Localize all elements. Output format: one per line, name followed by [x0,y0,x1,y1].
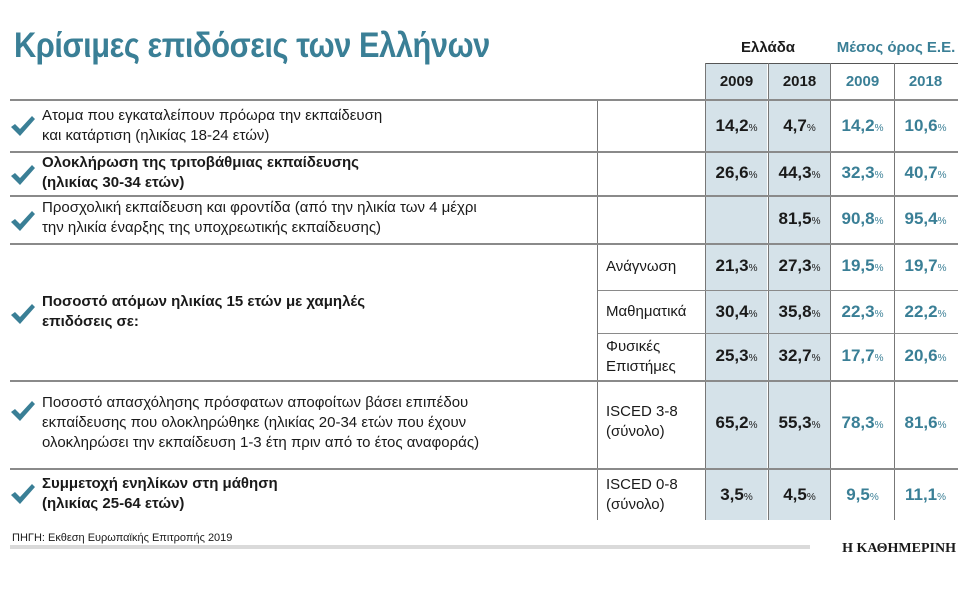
percent-unit: % [748,420,758,431]
value-cell [706,302,767,322]
value-number: 95,4 [904,209,938,228]
check-icon [10,210,36,232]
row-label-line: και κατάρτιση (ηλικίας 18-24 ετών) [42,127,270,144]
year-header-eu-2018: 2018 [908,73,943,90]
row-label-line: την ηλικία έναρξης της υποχρεωτικής εκπαίδευσης) [42,219,382,236]
check-icon [10,115,36,137]
value-cell [769,163,830,183]
value-number: 22,2 [904,302,938,321]
value-cell [895,485,956,505]
percent-unit: % [869,492,879,503]
value-cell [832,256,893,276]
percent-unit: % [874,170,884,181]
row-divider [10,195,958,197]
value-cell [769,256,830,276]
row-label-graduate-employment [42,393,479,453]
value-number: 11,1 [904,485,938,504]
row-label-early-leavers [42,106,382,146]
row-divider [10,99,958,101]
value-number: 27,3 [778,256,812,275]
row-label-line: (ηλικίας 25-64 ετών) [42,495,185,512]
value-number: 30,4 [715,302,749,321]
value-cell [769,116,830,136]
percent-unit: % [874,263,884,274]
header-top-rule [706,63,958,64]
value-number: 32,7 [778,346,812,365]
percent-unit: % [937,123,947,134]
greece-header: Ελλάδα [740,39,796,56]
value-number: 32,3 [841,163,875,182]
eu-average-header: Μέσος όρος Ε.Ε. [836,39,956,56]
percent-unit: % [811,263,821,274]
value-cell [706,485,767,505]
percent-unit: % [806,123,816,134]
value-cell [706,116,767,136]
value-number: 40,7 [904,163,938,182]
check-icon [10,483,36,505]
sub-label-isced-3-8 [606,402,678,442]
value-number: 14,2 [841,116,875,135]
row-label-line: Ποσοστό ατόμων ηλικίας 15 ετών με χαμηλές [42,293,365,310]
value-number: 35,8 [778,302,812,321]
percent-unit: % [937,353,947,364]
value-number: 19,7 [904,256,938,275]
percent-unit: % [748,263,758,274]
column-divider-greece-right [830,63,831,520]
row-divider [10,380,958,382]
percent-unit: % [874,123,884,134]
sub-label-line: ISCED 3-8 [606,403,678,420]
value-cell [895,116,956,136]
row-divider [10,243,958,245]
value-cell [895,413,956,433]
value-number: 20,6 [904,346,938,365]
row-label-line: Ποσοστό απασχόλησης πρόσφατων αποφοίτων βάσει επιπέδου [42,394,469,411]
value-number: 17,7 [841,346,875,365]
column-divider-label [597,100,598,520]
percent-unit: % [811,420,821,431]
value-cell [832,485,893,505]
value-number: 14,2 [715,116,749,135]
percent-unit: % [874,420,884,431]
sub-label-line: Ανάγνωση [606,258,677,275]
check-icon [10,303,36,325]
row-label-line: εκπαίδευσης που ολοκληρώθηκε (ηλικίας 20-34 ετών που έχουν [42,414,467,431]
value-number: 19,5 [841,256,875,275]
percent-unit: % [748,353,758,364]
value-cell [769,485,830,505]
value-cell [706,256,767,276]
sub-label-maths [606,302,686,322]
row-label-line: (ηλικίας 30-34 ετών) [42,174,185,191]
percent-unit: % [937,263,947,274]
value-cell [832,413,893,433]
percent-unit: % [811,353,821,364]
value-number: 55,3 [778,413,812,432]
value-cell [832,346,893,366]
sub-label-science [606,337,676,377]
value-number: 81,6 [904,413,938,432]
sub-label-line: Μαθηματικά [606,303,687,320]
sub-label-line: (σύνολο) [606,423,665,440]
value-cell [769,413,830,433]
row-label-line: Ολοκλήρωση της τριτοβάθμιας εκπαίδευσης [42,154,359,171]
sub-label-line: Επιστήμες [606,358,676,375]
source-note: ΠΗΓΗ: Εκθεση Ευρωπαϊκής Επιτροπής 2019 [12,532,233,544]
page-title: Κρίσιμες επιδόσεις των Ελλήνων [14,26,490,65]
percent-unit: % [937,492,947,503]
percent-unit: % [937,170,947,181]
year-header-greece-2009: 2009 [719,73,754,90]
value-number: 9,5 [846,485,870,504]
value-number: 3,5 [720,485,744,504]
year-header-eu-2009: 2009 [845,73,880,90]
percent-unit: % [937,216,947,227]
row-label-line: Προσχολική εκπαίδευση και φροντίδα (από την ηλικία των 4 μέχρι [42,199,477,216]
percent-unit: % [743,492,753,503]
value-number: 44,3 [778,163,812,182]
publisher-logo: Η ΚΑΘΗΜΕΡΙΝΗ [842,541,956,556]
percent-unit: % [874,309,884,320]
check-icon [10,164,36,186]
percent-unit: % [811,170,821,181]
value-cell [769,346,830,366]
sub-label-reading [606,257,676,277]
value-cell [895,209,956,229]
value-cell [832,209,893,229]
value-cell [832,163,893,183]
value-cell [832,116,893,136]
value-number: 4,5 [783,485,807,504]
value-number: 26,6 [715,163,749,182]
percent-unit: % [748,170,758,181]
percent-unit: % [937,420,947,431]
value-cell [895,302,956,322]
row-label-low-achievers [42,292,365,332]
sub-label-line: ISCED 0-8 [606,476,678,493]
value-cell [706,163,767,183]
percent-unit: % [748,309,758,320]
value-cell [895,256,956,276]
percent-unit: % [811,309,821,320]
row-label-early-childhood [42,198,477,238]
value-number: 4,7 [783,116,807,135]
percent-unit: % [874,353,884,364]
row-label-tertiary-attainment [42,153,359,193]
value-number: 90,8 [841,209,875,228]
value-cell [832,302,893,322]
value-number: 22,3 [841,302,875,321]
percent-unit: % [937,309,947,320]
value-number: 78,3 [841,413,875,432]
sub-label-line: Φυσικές [606,338,661,355]
value-number: 81,5 [778,209,812,228]
percent-unit: % [874,216,884,227]
check-icon [10,400,36,422]
footer-bar [10,545,810,549]
value-cell [769,302,830,322]
sub-label-line: (σύνολο) [606,496,665,513]
year-header-greece-2018: 2018 [782,73,817,90]
percent-unit: % [748,123,758,134]
row-divider [10,468,958,470]
value-number: 25,3 [715,346,749,365]
percent-unit: % [811,216,821,227]
row-label-line: Συμμετοχή ενηλίκων στη μάθηση [42,475,278,492]
sub-label-isced-0-8 [606,475,678,515]
value-cell [895,346,956,366]
sub-row-divider [598,333,958,334]
value-number: 10,6 [904,116,938,135]
row-label-line: επιδόσεις σε: [42,313,139,330]
value-cell [895,163,956,183]
value-cell [706,346,767,366]
sub-row-divider [598,290,958,291]
row-label-line: Ατομα που εγκαταλείπουν πρόωρα την εκπαίδευση [42,107,383,124]
percent-unit: % [806,492,816,503]
value-cell [769,209,830,229]
value-cell [706,413,767,433]
value-number: 65,2 [715,413,749,432]
row-label-adult-learning [42,474,278,514]
value-number: 21,3 [715,256,749,275]
row-label-line: ολοκληρώσει την εκπαίδευση 1-3 έτη πριν από το έτος αναφοράς) [42,434,480,451]
